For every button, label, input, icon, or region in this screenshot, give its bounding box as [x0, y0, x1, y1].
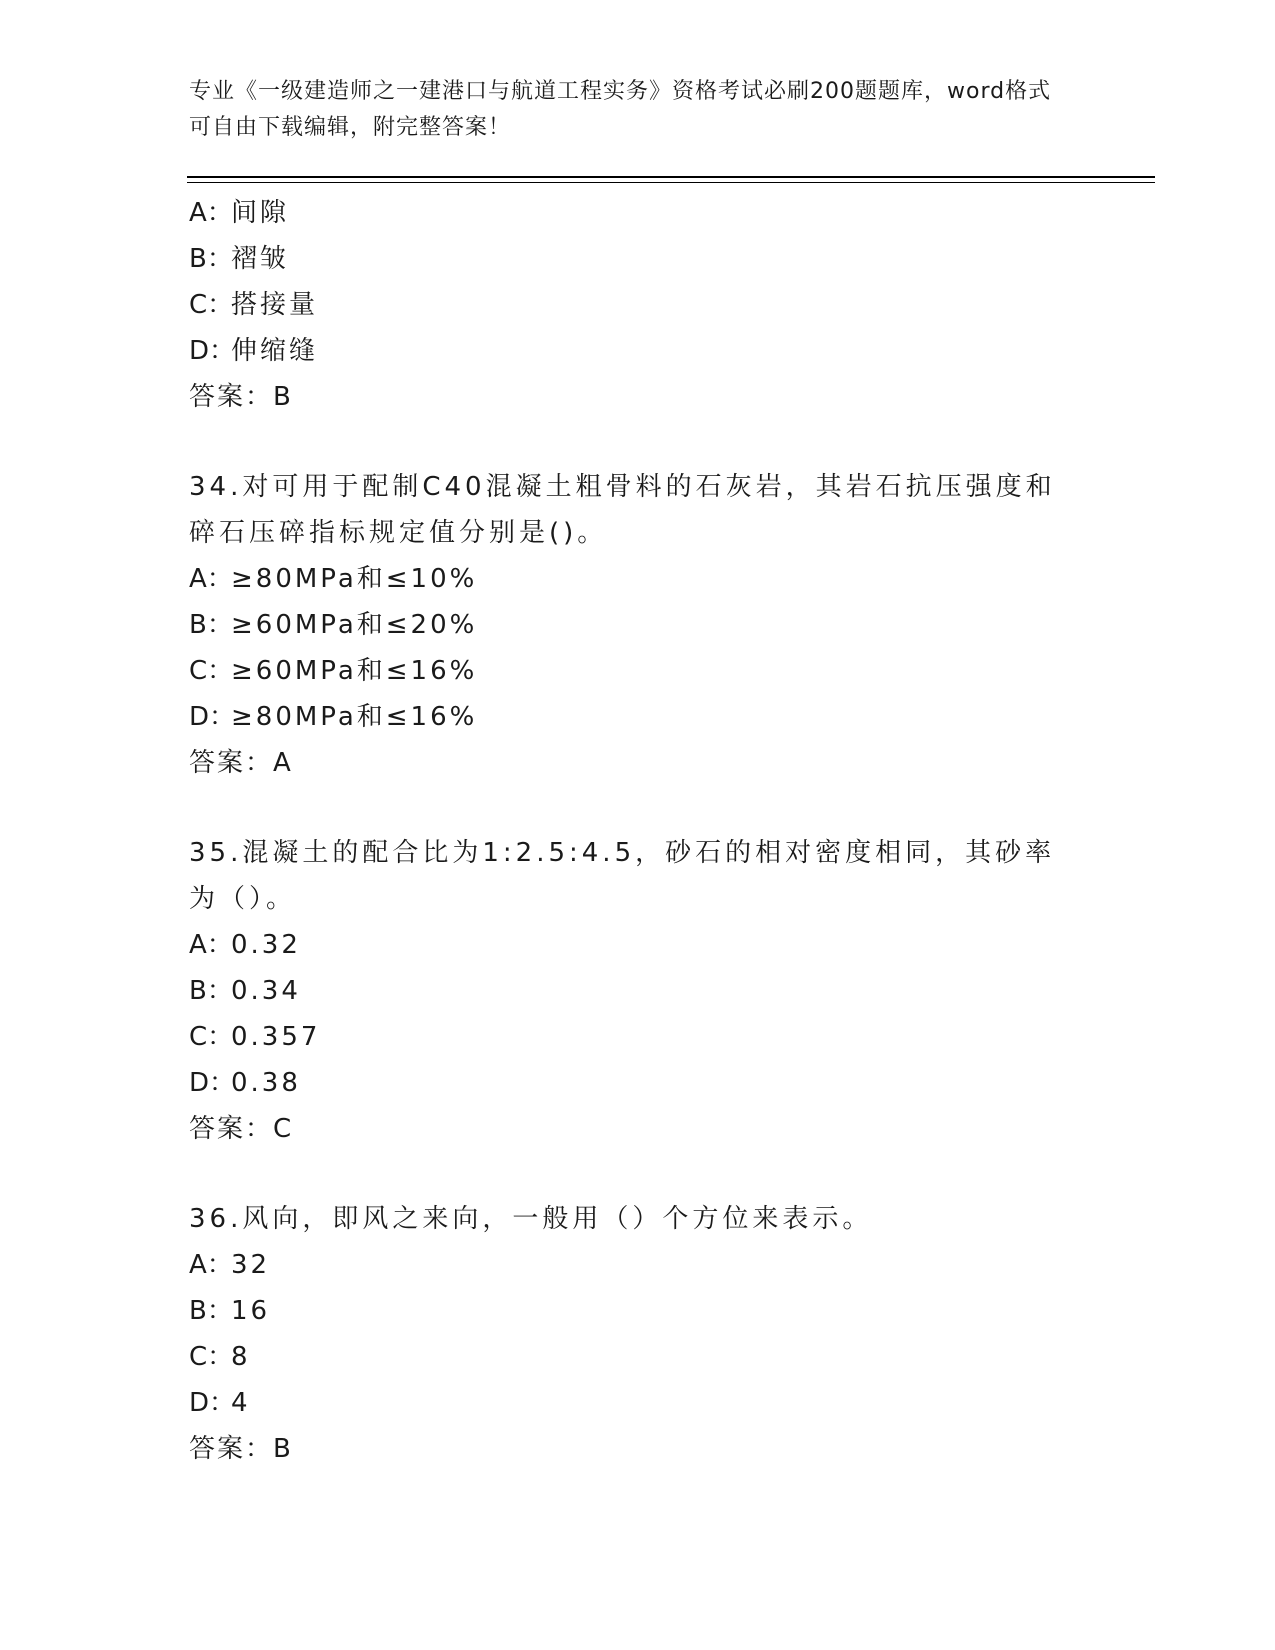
- answer-line: 答案：B: [189, 1434, 293, 1464]
- option-text: 0.32: [231, 930, 301, 960]
- option-c: [189, 1014, 1089, 1060]
- header-divider-thin: [187, 182, 1155, 183]
- option-letter: D：: [189, 1388, 236, 1418]
- option-text: 16: [231, 1296, 271, 1326]
- option-letter: A：: [189, 930, 233, 960]
- option-d: [189, 1380, 1089, 1426]
- option-text: ≥60MPa和≤16%: [231, 656, 478, 686]
- question-block: [189, 1196, 1089, 1472]
- option-letter: D：: [189, 1068, 236, 1098]
- option-letter: A：: [189, 1250, 233, 1280]
- document-title: 专业《一级建造师之一建港口与航道工程实务》资格考试必刷200题题库，word格式可自由下载编辑，附完整答案！: [189, 79, 1052, 140]
- option-b: [189, 236, 1089, 282]
- option-d: [189, 1060, 1089, 1106]
- option-text: ≥80MPa和≤16%: [231, 702, 478, 732]
- option-letter: B：: [189, 610, 233, 640]
- option-text: 搭接量: [231, 290, 319, 320]
- option-letter: C：: [189, 1342, 234, 1372]
- option-text: 伸缩缝: [231, 336, 319, 366]
- option-text: 4: [231, 1388, 251, 1418]
- option-a: [189, 190, 1089, 236]
- option-text: 间隙: [231, 198, 290, 228]
- option-letter: D：: [189, 702, 236, 732]
- question-stem: 35.混凝土的配合比为1:2.5:4.5，砂石的相对密度相同，其砂率为（）。: [189, 838, 1056, 914]
- option-a: [189, 1242, 1089, 1288]
- option-letter: C：: [189, 290, 234, 320]
- spacer: [189, 420, 1089, 464]
- question-stem: 34.对可用于配制C40混凝土粗骨料的石灰岩，其岩石抗压强度和碎石压碎指标规定值分别是()。: [189, 472, 1056, 548]
- question-list: [189, 190, 1089, 1472]
- spacer: [189, 1152, 1089, 1196]
- option-text: 8: [231, 1342, 251, 1372]
- option-text: 0.38: [231, 1068, 301, 1098]
- option-letter: C：: [189, 656, 234, 686]
- option-letter: B：: [189, 1296, 233, 1326]
- option-d: [189, 694, 1089, 740]
- question-block: [189, 830, 1089, 1152]
- spacer: [189, 786, 1089, 830]
- option-c: [189, 282, 1089, 328]
- option-a: [189, 556, 1089, 602]
- option-text: ≥60MPa和≤20%: [231, 610, 478, 640]
- question-block: [189, 190, 1089, 420]
- option-b: [189, 968, 1089, 1014]
- document-header: [189, 74, 1069, 146]
- option-c: [189, 1334, 1089, 1380]
- option-letter: A：: [189, 564, 233, 594]
- option-a: [189, 922, 1089, 968]
- option-b: [189, 602, 1089, 648]
- answer-line: 答案：C: [189, 1114, 294, 1144]
- option-letter: B：: [189, 976, 233, 1006]
- option-text: 褶皱: [231, 244, 290, 274]
- option-text: ≥80MPa和≤10%: [231, 564, 478, 594]
- option-b: [189, 1288, 1089, 1334]
- option-text: 0.357: [231, 1022, 321, 1052]
- option-letter: A：: [189, 198, 233, 228]
- option-text: 32: [231, 1250, 271, 1280]
- option-d: [189, 328, 1089, 374]
- option-c: [189, 648, 1089, 694]
- answer-line: 答案：A: [189, 748, 293, 778]
- question-block: [189, 464, 1089, 786]
- question-stem: 36.风向，即风之来向，一般用（）个方位来表示。: [189, 1204, 873, 1234]
- option-letter: C：: [189, 1022, 234, 1052]
- header-divider-thick: [187, 176, 1155, 178]
- option-text: 0.34: [231, 976, 301, 1006]
- answer-line: 答案：B: [189, 382, 293, 412]
- option-letter: B：: [189, 244, 233, 274]
- option-letter: D：: [189, 336, 236, 366]
